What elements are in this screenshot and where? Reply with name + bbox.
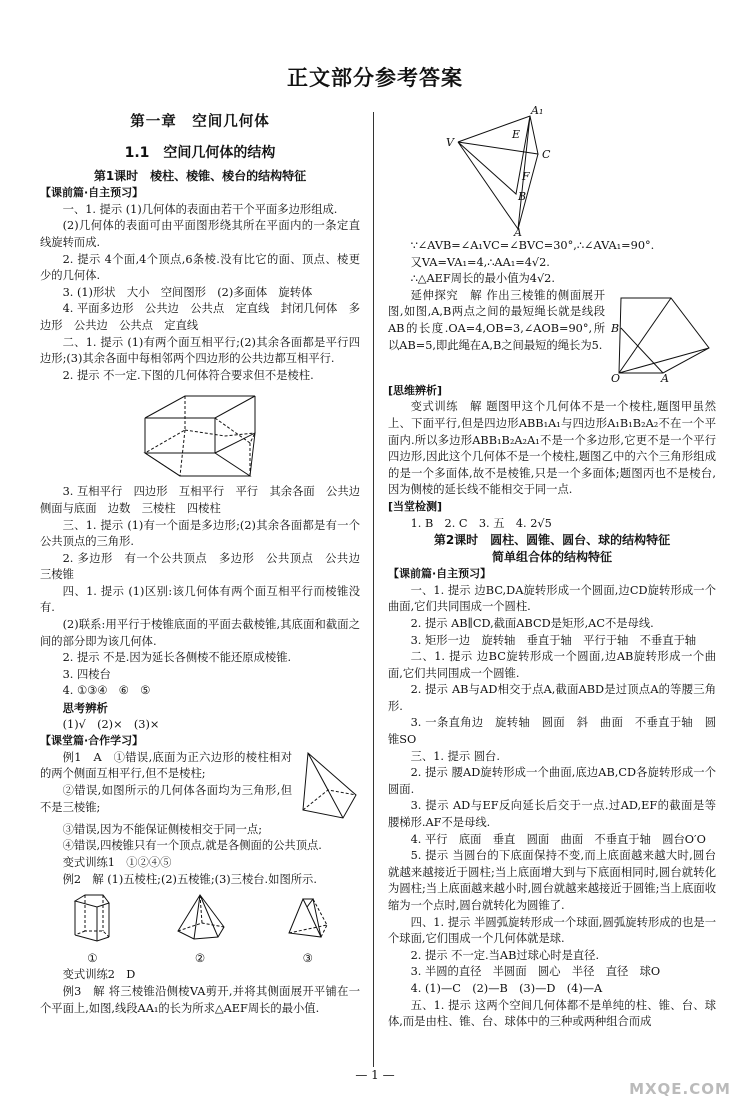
answer-line: 3. 一条直角边 旋转轴 圆面 斜 曲面 不垂直于轴 圆锥SO (388, 716, 716, 747)
page-title: 正文部分参考答案 (287, 66, 463, 90)
section-box-label: [当堂检测] (388, 499, 443, 513)
section-box-label: 【课前篇·自主预习】 (40, 186, 144, 200)
watermark-text: MXQE.COM (629, 1080, 731, 1098)
section-box-label: 【课堂篇·合作学习】 (40, 734, 144, 748)
answer-line: 又VA=VA₁=4,∴AA₁=4√2. (410, 255, 550, 269)
answer-line: 变式训练1 ①②④⑤ (62, 856, 172, 869)
answer-line: 延伸探究 解 作出三棱锥的侧面展开图,如图,A,B两点之间的最短绳长就是线段AB的长度.OA=4,OB=3,∠AOB=90°,所以AB=5,即此绳在A,B之间最短的绳长为5. (388, 288, 605, 352)
figure-label: ① (87, 951, 98, 965)
right-column (388, 104, 716, 1031)
answer-line: 一、1. 提示 边BC,DA旋转形成一个圆面,边CD旋转形成一个曲面,它们共同围成一个圆柱. (388, 583, 716, 614)
answer-line: 三、1. 提示 (1)有一个面是多边形;(2)其余各面都是有一个公共顶点的三角形. (40, 518, 360, 549)
fig-label-B: B (518, 190, 527, 203)
answer-line: 例3 解 将三棱锥沿侧棱VA剪开,并将其侧面展开平铺在一个平面上,如图,线段AA₁的长为所求△AEF周长的最小值. (40, 984, 360, 1015)
answer-line: 变式训练 解 题图甲这个几何体不是一个棱柱,题图甲虽然上、下面平行,但是四边形ABB₁A₁与四边形A₁B₁B₂A₂不在一个平面内.所以多边形ABB₁B₂A₂A₁不是一个多边形,它更不是一个平行四边形,因此这个几何体不是一个棱柱,题图乙中的六个三角形组成的是一个多面体,故不是棱锥,只是一个多面体;题图丙也不是棱台,因为侧棱的延长线不能相交于同一点. (388, 400, 716, 497)
answer-line: 五、1. 提示 这两个空间几何体都不是单纯的柱、锥、台、球体,而是由柱、锥、台、球体中的三种或两种组合而成 (388, 998, 716, 1029)
sector-figure (611, 288, 716, 383)
page-number: — 1 — (355, 1068, 395, 1082)
answer-line: 四、1. 提示 半圆弧旋转形成一个球面,圆弧旋转形成的也是一个球面,它们围成一个几何体就是球. (388, 915, 716, 946)
extension-block (388, 288, 716, 383)
answer-line: 2. 提示 不一定.当AB过球心时是直径. (410, 948, 600, 962)
answer-line: 2. 多边形 有一个公共顶点 多边形 公共顶点 公共边 三棱锥 (40, 551, 372, 582)
answer-line: 二、1. 提示 (1)有两个面互相平行;(2)其余各面都是平行四边形;(3)其余各面中每相邻两个四边形的公共边都互相平行. (40, 335, 360, 366)
prism-counterexample-figure (130, 388, 270, 480)
answer-line: ∴△AEF周长的最小值为4√2. (410, 272, 555, 286)
answer-line: 二、1. 提示 边BC旋转形成一个圆面,边AB旋转形成一个曲面,它们共同围成一个圆锥. (388, 650, 716, 680)
answer-line: (2)几何体的表面可由平面图形绕其所在平面内的一条定直线旋转而成. (40, 219, 360, 249)
section-box-label: [思维辨析] (388, 383, 443, 397)
answer-line: ④错误,四棱锥只有一个顶点,就是各侧面的公共顶点. (62, 839, 322, 853)
watermark-logo (620, 1058, 740, 1100)
answer-line: 2. 提示 不一定.下图的几何体符合要求但不是棱柱. (62, 368, 314, 382)
answer-line: 3. 互相平行 四边形 互相平行 平行 其余各面 公共边 侧面与底面 边数 三棱柱 四棱柱 (40, 485, 372, 515)
answer-line: 2. 提示 腰AD旋转形成一个曲面,底边AB,CD各旋转形成一个圆面. (388, 766, 716, 796)
subheading: 思考辨析 (62, 701, 108, 716)
fig-label-A1: A₁ (531, 104, 544, 117)
answer-line: 3. 半圆的直径 半圆面 圆心 半径 直径 球O (410, 965, 661, 979)
example1-block (40, 750, 360, 822)
solid-figure-3 (283, 893, 333, 967)
lesson-heading: 简单组合体的结构特征 (491, 550, 612, 565)
answer-line: 2. 提示 4个面,4个顶点,6条棱.没有比它的面、顶点、棱更少的几何体. (40, 252, 360, 283)
fig-label-A: A (661, 371, 669, 383)
answer-line: (1)√ (2)× (3)× (62, 717, 160, 731)
answer-line: ②错误,如图所示的几何体各面均为三角形,但不是三棱锥; (40, 784, 292, 814)
answer-line: 例1 A ①错误,底面为正六边形的棱柱相对的两个侧面互相平行,但不是棱柱; (40, 750, 292, 781)
answer-line: 一、1. 提示 (1)几何体的表面由若干个平面多边形组成. (62, 202, 338, 216)
fig-label-A: A (514, 226, 522, 236)
answer-line: 4. ①③④ ⑥ ⑤ (62, 684, 151, 698)
fig-label-F: F (522, 170, 530, 183)
chapter-heading: 第一章 空间几何体 (130, 114, 270, 130)
answer-line: 3. (1)形状 大小 空间图形 (2)多面体 旋转体 (62, 285, 313, 299)
answer-line: 3. 四棱台 (62, 667, 111, 681)
answer-line: (2)联系:用平行于棱锥底面的平面去截棱锥,其底面和截面之间的部分即为该几何体. (40, 618, 360, 648)
solid-figure-2 (172, 893, 228, 967)
figure-label: ③ (302, 951, 313, 965)
figure-label: ② (194, 951, 206, 965)
section-box-label: 【课前篇·自主预习】 (388, 567, 492, 581)
answer-line: ③错误,因为不能保证侧棱相交于同一点; (62, 822, 263, 836)
answer-line: 2. 提示 不是.因为延长各侧棱不能还原成棱锥. (62, 651, 292, 665)
answer-line: 3. 矩形一边 旋转轴 垂直于轴 平行于轴 不垂直于轴 (410, 633, 697, 647)
left-column (40, 114, 372, 1017)
answer-line: 5. 提示 当圆台的下底面保持不变,而上底面越来越大时,圆台就越来越接近于圆柱;当上底面增大到与下底面相同时,圆台就转化为圆柱;当上底面越来越小时,圆台就越来越接近于圆锥;当上底面收缩为一个点时,圆台就转化为圆锥了. (388, 849, 716, 912)
fig-label-O: O (611, 371, 621, 383)
answer-line: 2. 提示 AB∥CD,截面ABCD是矩形,AC不是母线. (410, 616, 654, 630)
fig-label-C: C (542, 148, 551, 161)
answer-line: 4. (1)—C (2)—B (3)—D (4)—A (410, 981, 603, 995)
solids-figure-row (40, 893, 360, 967)
answer-line: 例2 解 (1)五棱柱;(2)五棱锥;(3)三棱台.如图所示. (62, 872, 317, 886)
answer-line: 变式训练2 D (62, 968, 136, 982)
answer-line: 三、1. 提示 圆台. (410, 749, 500, 763)
lesson-heading: 第2课时 圆柱、圆锥、圆台、球的结构特征 (433, 533, 671, 548)
answer-line: 4. 平面多边形 公共边 公共点 定直线 封闭几何体 多边形 公共边 公共点 定直线 (40, 302, 360, 332)
fig-label-B: B (611, 321, 620, 335)
section-heading: 1.1 空间几何体的结构 (124, 144, 276, 161)
unfolded-pyramid-figure (438, 104, 618, 236)
answer-line: ∵∠AVB=∠A₁VC=∠BVC=30°,∴∠AVA₁=90°. (410, 239, 655, 252)
answer-line: 4. 平行 底面 垂直 圆面 曲面 不垂直于轴 圆台O′O (410, 832, 706, 846)
answer-line: 1. B 2. C 3. 五 4. 2√5 (410, 516, 552, 530)
answer-line: 2. 提示 AB与AD相交于点A,截面ABD是过顶点A的等腰三角形. (388, 683, 716, 713)
solid-figure-1 (67, 893, 117, 967)
fig-label-E: E (512, 128, 521, 141)
column-divider (373, 112, 374, 1067)
answer-line: 3. 提示 AD与EF反向延长后交于一点.过AD,EF的截面是等腰梯形.AF不是母线. (388, 799, 716, 830)
fig-label-V: V (446, 136, 454, 149)
pyramid-figure (298, 750, 360, 822)
answer-line: 四、1. 提示 (1)区别:该几何体有两个面互相平行而棱锥没有. (40, 584, 360, 615)
lesson-heading: 第1课时 棱柱、棱锥、棱台的结构特征 (93, 169, 307, 184)
